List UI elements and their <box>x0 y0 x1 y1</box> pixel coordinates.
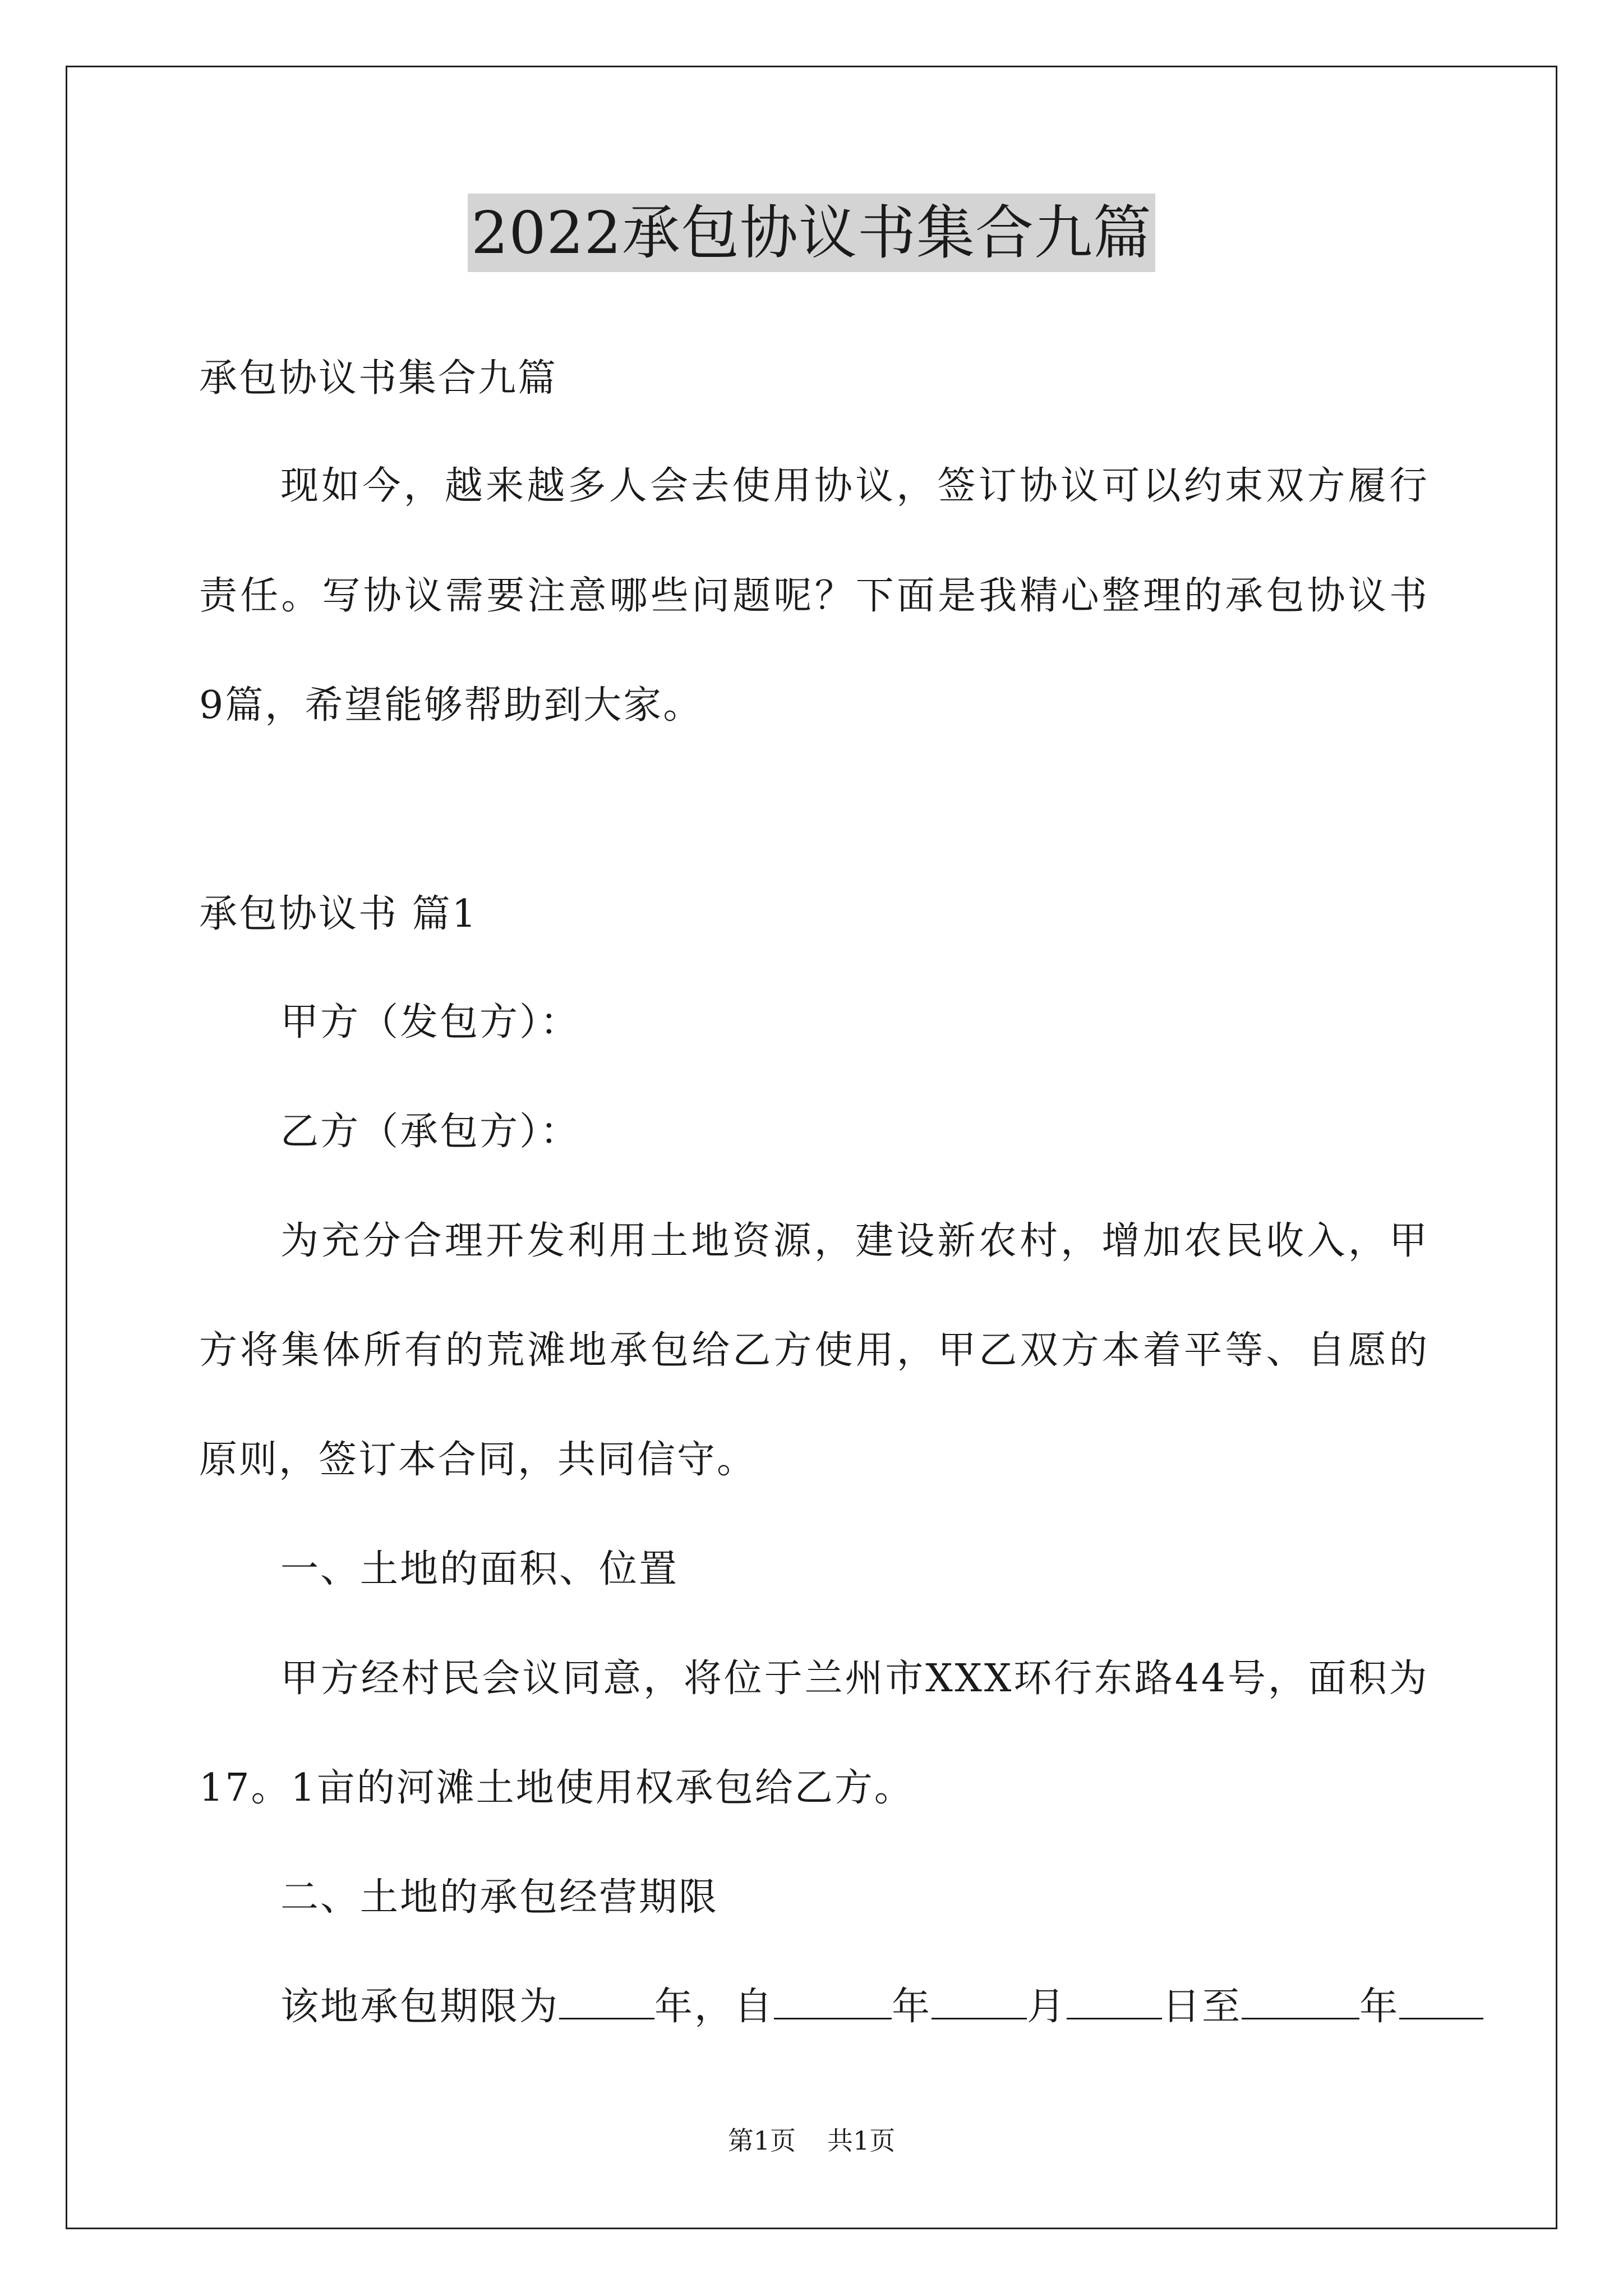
text-char: 地 <box>568 1328 607 1373</box>
text-char: 等 <box>1225 1328 1264 1373</box>
text-char: 将 <box>683 1657 722 1701</box>
text-char: 承 <box>1225 574 1264 618</box>
clause-2-text-5: 日至 <box>1162 1985 1242 2029</box>
text-char: 精 <box>1020 574 1058 618</box>
text-char: 心 <box>1061 574 1099 618</box>
clause-2-text-2: 年，自 <box>654 1985 774 2029</box>
text-char: 农 <box>1183 1219 1222 1263</box>
text-char: 意 <box>568 574 607 618</box>
text-char: 乙 <box>979 1328 1017 1373</box>
text-char: 愿 <box>1348 1328 1386 1373</box>
text-char: 议 <box>1348 574 1386 618</box>
text-char: 号 <box>1227 1657 1266 1701</box>
text-char: 为 <box>280 1219 319 1263</box>
text-char: 行 <box>1054 1657 1092 1701</box>
text-char: 包 <box>650 1328 689 1373</box>
blank-field <box>1242 1985 1359 2019</box>
text-char: 束 <box>1225 464 1264 508</box>
text-char: ， <box>1267 1657 1306 1701</box>
text-char: 东 <box>1094 1657 1132 1701</box>
section-heading: 承包协议书 篇1 <box>199 892 478 936</box>
text-char: 方 <box>320 1657 359 1701</box>
text-char: X <box>925 1657 953 1701</box>
text-char: 路 <box>1134 1657 1173 1701</box>
text-char: 责 <box>199 574 238 618</box>
clause-1-line-1 <box>280 1654 1427 1704</box>
text-char: 、 <box>1266 1328 1304 1373</box>
clause-2-text-6: 年 <box>1359 1985 1400 2029</box>
text-char: 源 <box>773 1219 811 1263</box>
text-char: 发 <box>527 1219 565 1263</box>
text-char: 哪 <box>609 574 648 618</box>
text-char: 滩 <box>527 1328 566 1373</box>
text-char: ， <box>643 1657 682 1701</box>
text-char: 于 <box>764 1657 803 1701</box>
page-total: 共1页 <box>827 2125 896 2156</box>
text-char: 越 <box>444 464 483 508</box>
text-char: 给 <box>691 1328 730 1373</box>
text-char: 充 <box>321 1219 360 1263</box>
text-char: 会 <box>649 464 688 508</box>
text-char: 面 <box>1308 1657 1347 1701</box>
text-char: 荒 <box>486 1328 525 1373</box>
text-char: 履 <box>1348 464 1386 508</box>
text-char: X <box>984 1657 1012 1701</box>
text-char: 订 <box>978 464 1017 508</box>
text-char: 同 <box>562 1657 601 1701</box>
blank-field <box>1067 1985 1162 2019</box>
party-b-label: 乙方（承包方）： <box>280 1110 580 1154</box>
text-char: ， <box>814 1219 852 1263</box>
text-char: ？ <box>814 574 853 618</box>
text-char: 村 <box>1019 1219 1058 1263</box>
text-char: 甲 <box>938 1328 976 1373</box>
text-char: ， <box>403 464 442 508</box>
text-char: 增 <box>1101 1219 1140 1263</box>
text-char: 利 <box>568 1219 606 1263</box>
text-char: 使 <box>732 464 771 508</box>
intro-line-2 <box>199 571 1427 622</box>
text-char: 可 <box>1101 464 1140 508</box>
text-char: ， <box>896 1328 935 1373</box>
text-char: 协 <box>363 574 402 618</box>
document-subtitle: 承包协议书集合九篇 <box>199 356 558 401</box>
text-char: 加 <box>1142 1219 1181 1263</box>
text-char: 包 <box>1266 574 1304 618</box>
text-char: 着 <box>1142 1328 1181 1373</box>
text-char: 分 <box>362 1219 401 1263</box>
text-char: 积 <box>1348 1657 1387 1701</box>
text-char: 集 <box>281 1328 320 1373</box>
text-char: 写 <box>322 574 361 618</box>
text-char: 村 <box>401 1657 440 1701</box>
text-char: 签 <box>937 464 976 508</box>
text-char: 来 <box>486 464 524 508</box>
text-char: 自 <box>1307 1328 1345 1373</box>
text-char: 民 <box>441 1657 480 1701</box>
text-char: 协 <box>1019 464 1058 508</box>
text-char: 承 <box>609 1328 648 1373</box>
text-char: 设 <box>896 1219 935 1263</box>
blank-field <box>1399 1985 1483 2019</box>
text-char: 议 <box>522 1657 561 1701</box>
text-char: 开 <box>486 1219 524 1263</box>
text-char: 民 <box>1225 1219 1264 1263</box>
text-char: 用 <box>608 1219 647 1263</box>
text-char: 些 <box>650 574 689 618</box>
page-number: 第1页 <box>727 2125 796 2156</box>
text-char: 土 <box>649 1219 688 1263</box>
document-title: 2022承包协议书集合九篇 <box>468 194 1155 272</box>
text-char: 本 <box>1101 1328 1140 1373</box>
text-char: 题 <box>732 574 771 618</box>
clause-2-text-1: 该地承包期限为 <box>280 1985 560 2029</box>
text-char: 意 <box>603 1657 642 1701</box>
text-char: 书 <box>1389 574 1427 618</box>
text-char: 用 <box>773 464 811 508</box>
text-char: 兰 <box>804 1657 843 1701</box>
text-char: 会 <box>482 1657 520 1701</box>
text-char: 环 <box>1013 1657 1052 1701</box>
purpose-line-1 <box>280 1216 1427 1267</box>
text-char: 现 <box>280 464 319 508</box>
text-char: 需 <box>445 574 484 618</box>
purpose-line-2 <box>199 1326 1427 1376</box>
text-char: 的 <box>445 1328 484 1373</box>
text-char: 议 <box>404 574 442 618</box>
text-char: 理 <box>1142 574 1181 618</box>
text-char: 要 <box>486 574 525 618</box>
text-char: 人 <box>608 464 647 508</box>
blank-field <box>774 1985 892 2019</box>
text-char: 甲 <box>280 1657 319 1701</box>
text-char: 方 <box>1307 464 1345 508</box>
text-char: 议 <box>855 464 894 508</box>
text-char: 使 <box>814 1328 853 1373</box>
text-char: ， <box>896 464 935 508</box>
text-char: 的 <box>1184 574 1223 618</box>
text-char: 4 <box>1174 1657 1199 1701</box>
text-char: 如 <box>321 464 360 508</box>
text-char: 合 <box>403 1219 442 1263</box>
text-char: 市 <box>885 1657 924 1701</box>
text-char: 平 <box>1184 1328 1223 1373</box>
text-char: 方 <box>1061 1328 1099 1373</box>
text-char: 将 <box>240 1328 279 1373</box>
text-char: 位 <box>723 1657 762 1701</box>
intro-line-3: 9篇，希望能够帮助到大家。 <box>199 683 703 728</box>
text-char: ， <box>1061 1219 1099 1263</box>
text-char: 注 <box>527 574 566 618</box>
text-char: ， <box>1348 1219 1386 1263</box>
text-char: 为 <box>1389 1657 1427 1701</box>
text-char: 我 <box>979 574 1017 618</box>
text-char: 理 <box>444 1219 483 1263</box>
text-char: 去 <box>691 464 730 508</box>
text-char: 所 <box>363 1328 402 1373</box>
text-char: 下 <box>855 574 894 618</box>
text-char: 越 <box>527 464 565 508</box>
text-char: 建 <box>855 1219 894 1263</box>
purpose-line-3: 原则，签订本合同，共同信守。 <box>199 1438 757 1482</box>
text-char: 4 <box>1201 1657 1226 1701</box>
text-char: 乙 <box>732 1328 771 1373</box>
text-char: 多 <box>568 464 606 508</box>
blank-field <box>932 1985 1027 2019</box>
text-char: 约 <box>1183 464 1222 508</box>
text-char: 地 <box>691 1219 730 1263</box>
intro-line-1 <box>280 461 1427 512</box>
text-char: 方 <box>199 1328 238 1373</box>
text-char: 以 <box>1142 464 1181 508</box>
text-char: 的 <box>1389 1328 1427 1373</box>
text-char: 任 <box>240 574 279 618</box>
text-char: 面 <box>896 574 935 618</box>
text-char: 协 <box>1307 574 1345 618</box>
blank-field <box>559 1985 654 2019</box>
text-char: 方 <box>773 1328 812 1373</box>
text-char: 收 <box>1266 1219 1304 1263</box>
text-char: 双 <box>1020 1328 1058 1373</box>
text-char: 行 <box>1389 464 1427 508</box>
text-char: 今 <box>362 464 401 508</box>
text-char: 协 <box>814 464 852 508</box>
text-char: 整 <box>1101 574 1140 618</box>
text-char: X <box>955 1657 982 1701</box>
text-char: 经 <box>361 1657 399 1701</box>
clause-2-text-4: 月 <box>1027 1985 1067 2029</box>
text-char: 有 <box>404 1328 442 1373</box>
clause-2-text-3: 年 <box>892 1985 932 2029</box>
text-char: 议 <box>1061 464 1099 508</box>
party-a-label: 甲方（发包方）： <box>280 1000 580 1045</box>
text-char: 资 <box>732 1219 771 1263</box>
text-char: 入 <box>1307 1219 1345 1263</box>
text-char: 农 <box>978 1219 1017 1263</box>
text-char: 体 <box>322 1328 361 1373</box>
clause-2-heading: 二、土地的承包经营期限 <box>280 1875 719 1920</box>
text-char: 是 <box>938 574 976 618</box>
text-char: 呢 <box>773 574 812 618</box>
clause-1-line-2: 17。1亩的河滩土地使用权承包给乙方。 <box>199 1766 914 1810</box>
page-footer <box>0 2124 1623 2157</box>
clause-2-body <box>280 1982 1483 2032</box>
text-char: 新 <box>937 1219 976 1263</box>
text-char: 甲 <box>1389 1219 1427 1263</box>
text-char: 问 <box>691 574 730 618</box>
text-char: 双 <box>1266 464 1304 508</box>
text-char: 用 <box>855 1328 894 1373</box>
clause-1-heading: 一、土地的面积、位置 <box>280 1547 679 1591</box>
text-char: 。 <box>281 574 320 618</box>
text-char: 州 <box>845 1657 883 1701</box>
